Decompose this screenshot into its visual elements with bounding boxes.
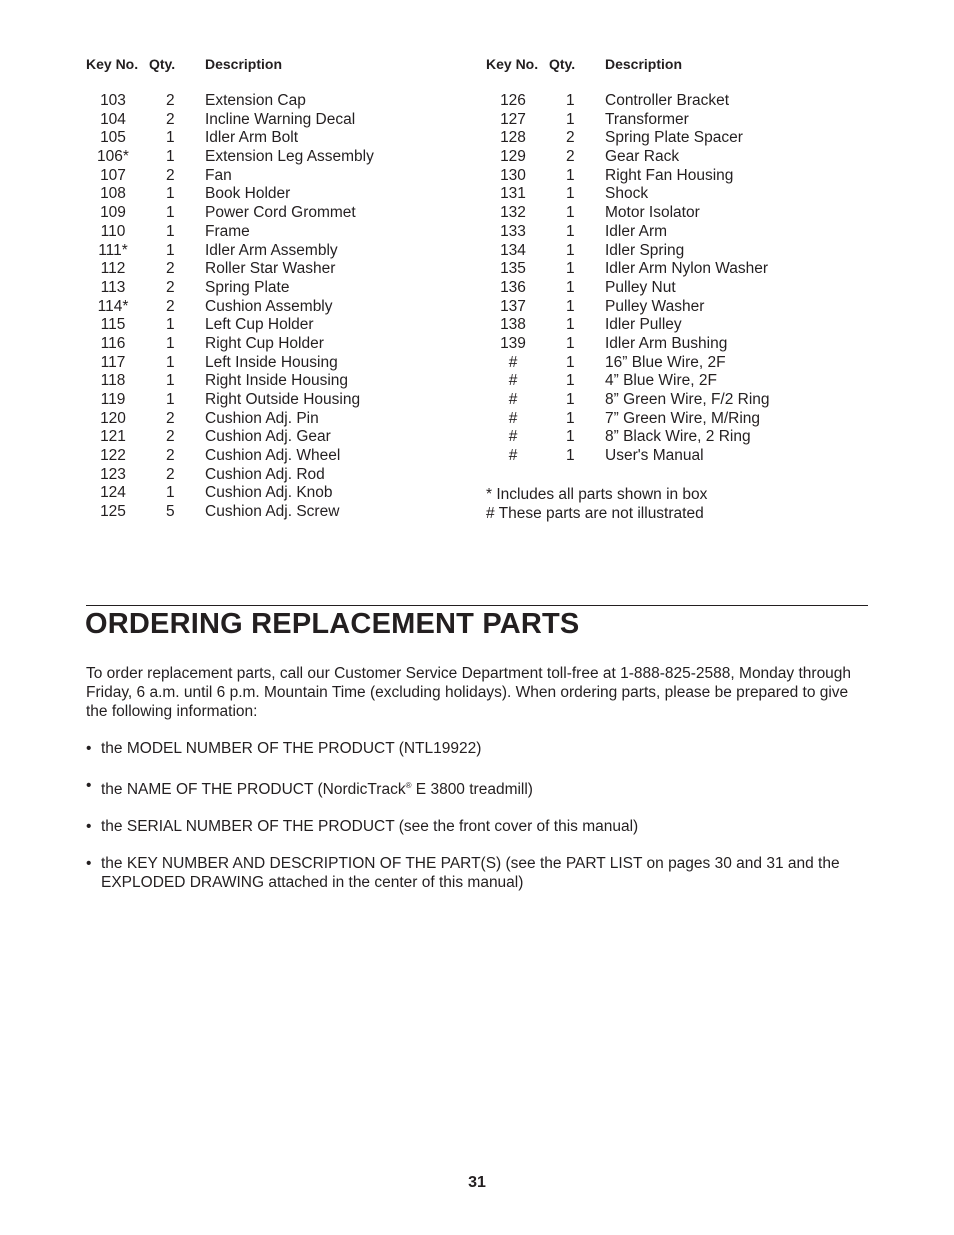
qty-header: Qty. (549, 56, 576, 72)
key-number: 128 (500, 129, 526, 147)
bullet-key-number (86, 854, 868, 892)
quantity: 1 (566, 222, 575, 240)
bullet-product-name (86, 776, 868, 799)
parts-list-left (86, 54, 374, 522)
table-row (486, 316, 770, 335)
part-description: Extension Cap (205, 92, 306, 109)
part-description: Frame (205, 222, 250, 240)
table-row (86, 242, 374, 261)
part-description: Controller Bracket (605, 92, 730, 109)
description-header: Description (205, 56, 283, 72)
info-bullet-list (86, 739, 868, 910)
part-description: Extension Leg Assembly (205, 148, 374, 166)
key-number: 137 (500, 297, 526, 315)
quantity: 1 (166, 334, 175, 352)
key-number: 133 (500, 222, 526, 240)
table-row (486, 223, 770, 242)
quantity: 1 (566, 297, 575, 315)
part-description: Idler Spring (605, 241, 685, 259)
quantity: 1 (566, 110, 575, 128)
key-number: 103 (100, 92, 126, 109)
quantity: 2 (166, 110, 175, 128)
bullet-text: the MODEL NUMBER OF THE PRODUCT (NTL19922) (101, 740, 482, 757)
part-description: User's Manual (605, 447, 704, 465)
key-number: # (508, 353, 518, 371)
table-row (486, 298, 770, 317)
qty-header: Qty. (149, 56, 176, 72)
table-row (486, 185, 770, 204)
table-row (86, 279, 374, 298)
bullet-text: the SERIAL NUMBER OF THE PRODUCT (see the front cover of this manual) (101, 818, 639, 835)
table-row (486, 335, 770, 354)
key-number: # (508, 428, 518, 446)
quantity: 1 (566, 372, 575, 390)
quantity: 1 (566, 428, 575, 446)
bullet-icon: • (86, 855, 92, 872)
quantity: 1 (166, 185, 175, 203)
key-number: 132 (500, 204, 526, 222)
table-row (486, 167, 770, 186)
table-row (486, 372, 770, 391)
table-row (86, 410, 374, 429)
quantity: 1 (166, 222, 175, 240)
part-description: Right Fan Housing (605, 166, 734, 184)
quantity: 2 (566, 129, 575, 147)
part-description: Transformer (605, 110, 689, 128)
quantity: 1 (166, 372, 175, 390)
part-description: Idler Arm Nylon Washer (605, 260, 769, 278)
part-description: Right Inside Housing (205, 372, 349, 390)
key-number: # (508, 409, 518, 427)
table-row (86, 428, 374, 447)
table-row (86, 335, 374, 354)
table-row (486, 447, 770, 466)
quantity: 1 (566, 447, 575, 465)
key-number: 111* (98, 241, 128, 259)
section-title: ORDERING REPLACEMENT PARTS (85, 608, 580, 640)
key-number: 120 (100, 409, 126, 427)
part-description: Cushion Adj. Gear (205, 428, 331, 446)
key-number: 106* (97, 148, 129, 166)
table-row (486, 391, 770, 410)
quantity: 1 (566, 334, 575, 352)
table-row (86, 260, 374, 279)
part-description: Cushion Adj. Screw (205, 503, 340, 521)
key-no-header: Key No. (86, 56, 139, 72)
quantity: 1 (166, 148, 175, 166)
part-description: Gear Rack (605, 148, 680, 166)
part-description: Power Cord Grommet (205, 204, 356, 222)
part-description: 8” Black Wire, 2 Ring (605, 428, 751, 446)
part-description: Fan (205, 166, 232, 184)
page-number: 31 (468, 1174, 486, 1191)
table-row (486, 428, 770, 447)
key-number: 118 (100, 372, 126, 390)
part-description: Left Inside Housing (205, 353, 338, 371)
registered-mark: ® (405, 781, 412, 790)
key-number: 117 (100, 353, 126, 371)
table-row (86, 204, 374, 223)
key-number: 104 (100, 110, 126, 128)
table-row (86, 223, 374, 242)
bullet-text: E 3800 treadmill) (411, 781, 533, 798)
key-number: 121 (100, 428, 126, 446)
quantity: 2 (166, 278, 175, 296)
bullet-model-number (86, 739, 868, 758)
table-row (86, 466, 374, 485)
quantity: 2 (166, 260, 175, 278)
quantity: 2 (166, 92, 175, 109)
key-number: 127 (500, 110, 526, 128)
key-number: 125 (100, 503, 126, 521)
key-number: 116 (100, 334, 126, 352)
table-row (86, 167, 374, 186)
part-description: 8” Green Wire, F/2 Ring (605, 391, 770, 408)
part-description: Idler Arm Assembly (205, 241, 338, 259)
key-number: # (508, 447, 518, 465)
quantity: 1 (566, 185, 575, 203)
quantity: 1 (166, 391, 175, 408)
part-description: Spring Plate Spacer (605, 129, 743, 147)
part-description: Idler Arm (605, 222, 668, 240)
table-row (486, 148, 770, 167)
key-number: 119 (100, 391, 126, 408)
table-row (86, 503, 374, 522)
part-description: Idler Arm Bushing (605, 334, 728, 352)
quantity: 2 (166, 166, 175, 184)
table-row (486, 279, 770, 298)
bullet-text: the KEY NUMBER AND DESCRIPTION OF THE PART(S) (see the PART LIST on pages 30 and 31 and the EXPLODED DRAWING attached in the center of this manual) (101, 855, 840, 891)
part-description: Right Cup Holder (205, 334, 324, 352)
quantity: 1 (566, 409, 575, 427)
table-row (486, 242, 770, 261)
table-row (86, 447, 374, 466)
table-row (86, 185, 374, 204)
quantity: 1 (166, 316, 175, 334)
table-row (86, 148, 374, 167)
part-description: Idler Pulley (605, 316, 682, 334)
table-row (86, 372, 374, 391)
hash-note: # These parts are not illustrated (486, 505, 704, 522)
table-row (86, 298, 374, 317)
key-number: 131 (500, 185, 526, 203)
key-number: 105 (100, 129, 126, 147)
key-number: 124 (100, 484, 126, 502)
key-no-header: Key No. (486, 56, 539, 72)
part-description: Cushion Adj. Rod (205, 465, 325, 483)
key-number: 110 (100, 222, 126, 240)
part-description: Cushion Adj. Wheel (205, 447, 341, 465)
table-row (86, 354, 374, 373)
key-number: 134 (500, 241, 526, 259)
bullet-icon: • (86, 740, 92, 757)
table-row (86, 111, 374, 130)
parts-rows-right (486, 92, 770, 466)
quantity: 1 (166, 353, 175, 371)
key-number: 107 (100, 166, 126, 184)
quantity: 5 (166, 503, 175, 521)
table-row (486, 260, 770, 279)
key-number: 115 (100, 316, 126, 334)
part-description: Incline Warning Decal (205, 110, 356, 128)
table-row (86, 92, 374, 111)
quantity: 1 (166, 241, 175, 259)
part-description: Cushion Adj. Pin (205, 409, 319, 427)
bullet-icon: • (86, 818, 92, 835)
quantity: 2 (566, 148, 575, 166)
key-number: 113 (100, 278, 126, 296)
key-number: 109 (100, 204, 126, 222)
key-number: 135 (500, 260, 526, 278)
quantity: 2 (166, 447, 175, 465)
description-header: Description (605, 56, 683, 72)
parts-list-header (486, 54, 770, 74)
part-description: 4” Blue Wire, 2F (605, 372, 717, 390)
quantity: 1 (566, 204, 575, 222)
table-row (486, 204, 770, 223)
quantity: 1 (566, 278, 575, 296)
key-number: 108 (100, 185, 126, 203)
quantity: 2 (166, 465, 175, 483)
part-description: Roller Star Washer (205, 260, 336, 278)
quantity: 2 (166, 428, 175, 446)
bullet-icon: • (86, 777, 92, 794)
key-number: 130 (500, 166, 526, 184)
bullet-text: the NAME OF THE PRODUCT (NordicTrack (101, 781, 406, 798)
quantity: 2 (166, 297, 175, 315)
key-number: 139 (500, 334, 526, 352)
part-description: 7” Green Wire, M/Ring (605, 409, 761, 427)
key-number: 136 (500, 278, 526, 296)
table-row (486, 410, 770, 429)
asterisk-note: * Includes all parts shown in box (486, 486, 708, 503)
quantity: 1 (566, 241, 575, 259)
quantity: 1 (566, 166, 575, 184)
quantity: 1 (566, 391, 575, 408)
part-description: Book Holder (205, 185, 291, 203)
part-description: Cushion Adj. Knob (205, 484, 333, 502)
part-description: Spring Plate (205, 278, 290, 296)
part-description: Pulley Nut (605, 278, 676, 296)
quantity: 1 (566, 260, 575, 278)
quantity: 2 (166, 409, 175, 427)
table-row (486, 129, 770, 148)
key-number: 112 (100, 260, 126, 278)
table-row (86, 129, 374, 148)
table-row (486, 92, 770, 111)
key-number: # (508, 391, 518, 408)
parts-list-right (486, 54, 770, 466)
part-description: Pulley Washer (605, 297, 705, 315)
parts-list-header (86, 54, 374, 74)
key-number: 122 (100, 447, 126, 465)
key-number: 138 (500, 316, 526, 334)
bullet-serial-number (86, 817, 868, 836)
table-row (86, 316, 374, 335)
intro-paragraph: To order replacement parts, call our Customer Service Department toll-free at 1-888-825-2588, Monday through Friday, 6 a.m. until 6 p.m. Mountain Time (excluding holidays). When ordering parts, please be prepared to give the following information: (86, 665, 852, 720)
key-number: # (508, 372, 518, 390)
parts-notes (486, 485, 707, 523)
quantity: 1 (166, 204, 175, 222)
part-description: Right Outside Housing (205, 391, 361, 408)
table-row (486, 111, 770, 130)
quantity: 1 (566, 92, 575, 109)
table-row (86, 391, 374, 410)
quantity: 1 (166, 129, 175, 147)
part-description: Left Cup Holder (205, 316, 314, 334)
table-row (486, 354, 770, 373)
quantity: 1 (166, 484, 175, 502)
part-description: Shock (605, 185, 649, 203)
part-description: 16” Blue Wire, 2F (605, 353, 726, 371)
key-number: 123 (100, 465, 126, 483)
part-description: Cushion Assembly (205, 297, 333, 315)
quantity: 1 (566, 316, 575, 334)
part-description: Idler Arm Bolt (205, 129, 299, 147)
key-number: 114* (97, 297, 129, 315)
key-number: 126 (500, 92, 526, 109)
table-row (86, 484, 374, 503)
parts-rows-left (86, 92, 374, 522)
quantity: 1 (566, 353, 575, 371)
key-number: 129 (500, 148, 526, 166)
part-description: Motor Isolator (605, 204, 700, 222)
